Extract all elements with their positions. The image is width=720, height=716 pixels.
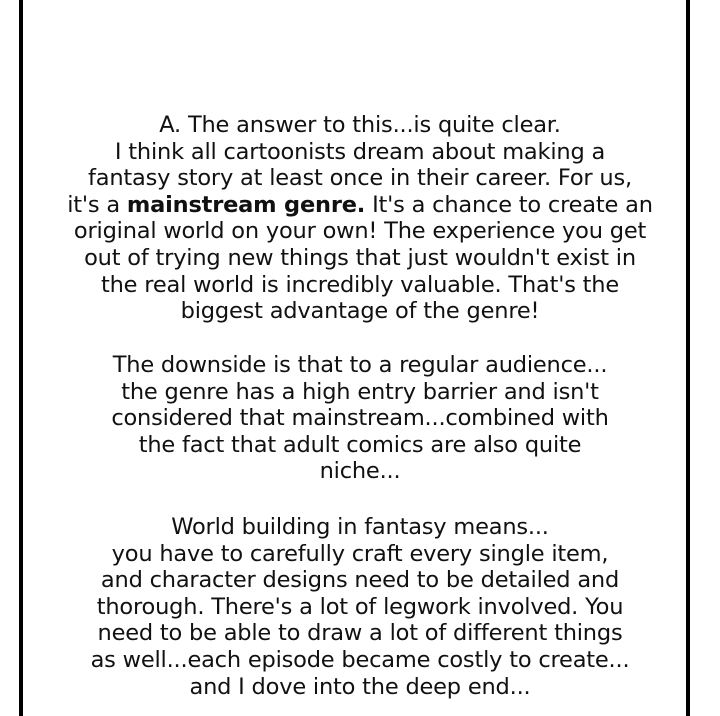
text-line: as well...each episode became costly to create... — [90, 646, 630, 673]
text-line: The downside is that to a regular audience... — [112, 352, 608, 378]
paragraph-2 — [0, 352, 720, 485]
text-line: thorough. There's a lot of legwork involved. You — [96, 593, 624, 620]
text-line: and I dove into the deep end... — [189, 673, 531, 700]
emphasis-text: mainstream genre. — [126, 191, 366, 218]
text-line: the fact that adult comics are also quite — [138, 431, 582, 458]
text-line: out of trying new things that just wouldn't exist in — [84, 244, 636, 271]
text-line: need to be able to draw a lot of different things — [97, 620, 623, 647]
text-line: A. The answer to this...is quite clear. — [159, 112, 561, 138]
text-line: the genre has a high entry barrier and isn't — [121, 378, 599, 405]
text-line: original world on your own! The experience you get — [73, 218, 647, 245]
text-line — [0, 192, 720, 219]
text-line: biggest advantage of the genre! — [180, 298, 540, 325]
text-line: and character designs need to be detailed and — [100, 567, 620, 594]
text-line: fantasy story at least once in their career. For us, — [88, 165, 632, 192]
text-line: niche... — [319, 458, 401, 485]
text-line: the real world is incredibly valuable. That's the — [101, 271, 619, 298]
text-line: I think all cartoonists dream about making a — [114, 138, 606, 165]
text-line: you have to carefully craft every single item, — [111, 540, 609, 567]
text-line: World building in fantasy means... — [171, 514, 549, 540]
paragraph-3 — [0, 514, 720, 700]
paragraph-1 — [0, 112, 720, 325]
text-line: considered that mainstream...combined with — [111, 405, 609, 432]
text-span: it's a — [67, 191, 127, 218]
text-span: It's a chance to create an — [365, 191, 653, 218]
